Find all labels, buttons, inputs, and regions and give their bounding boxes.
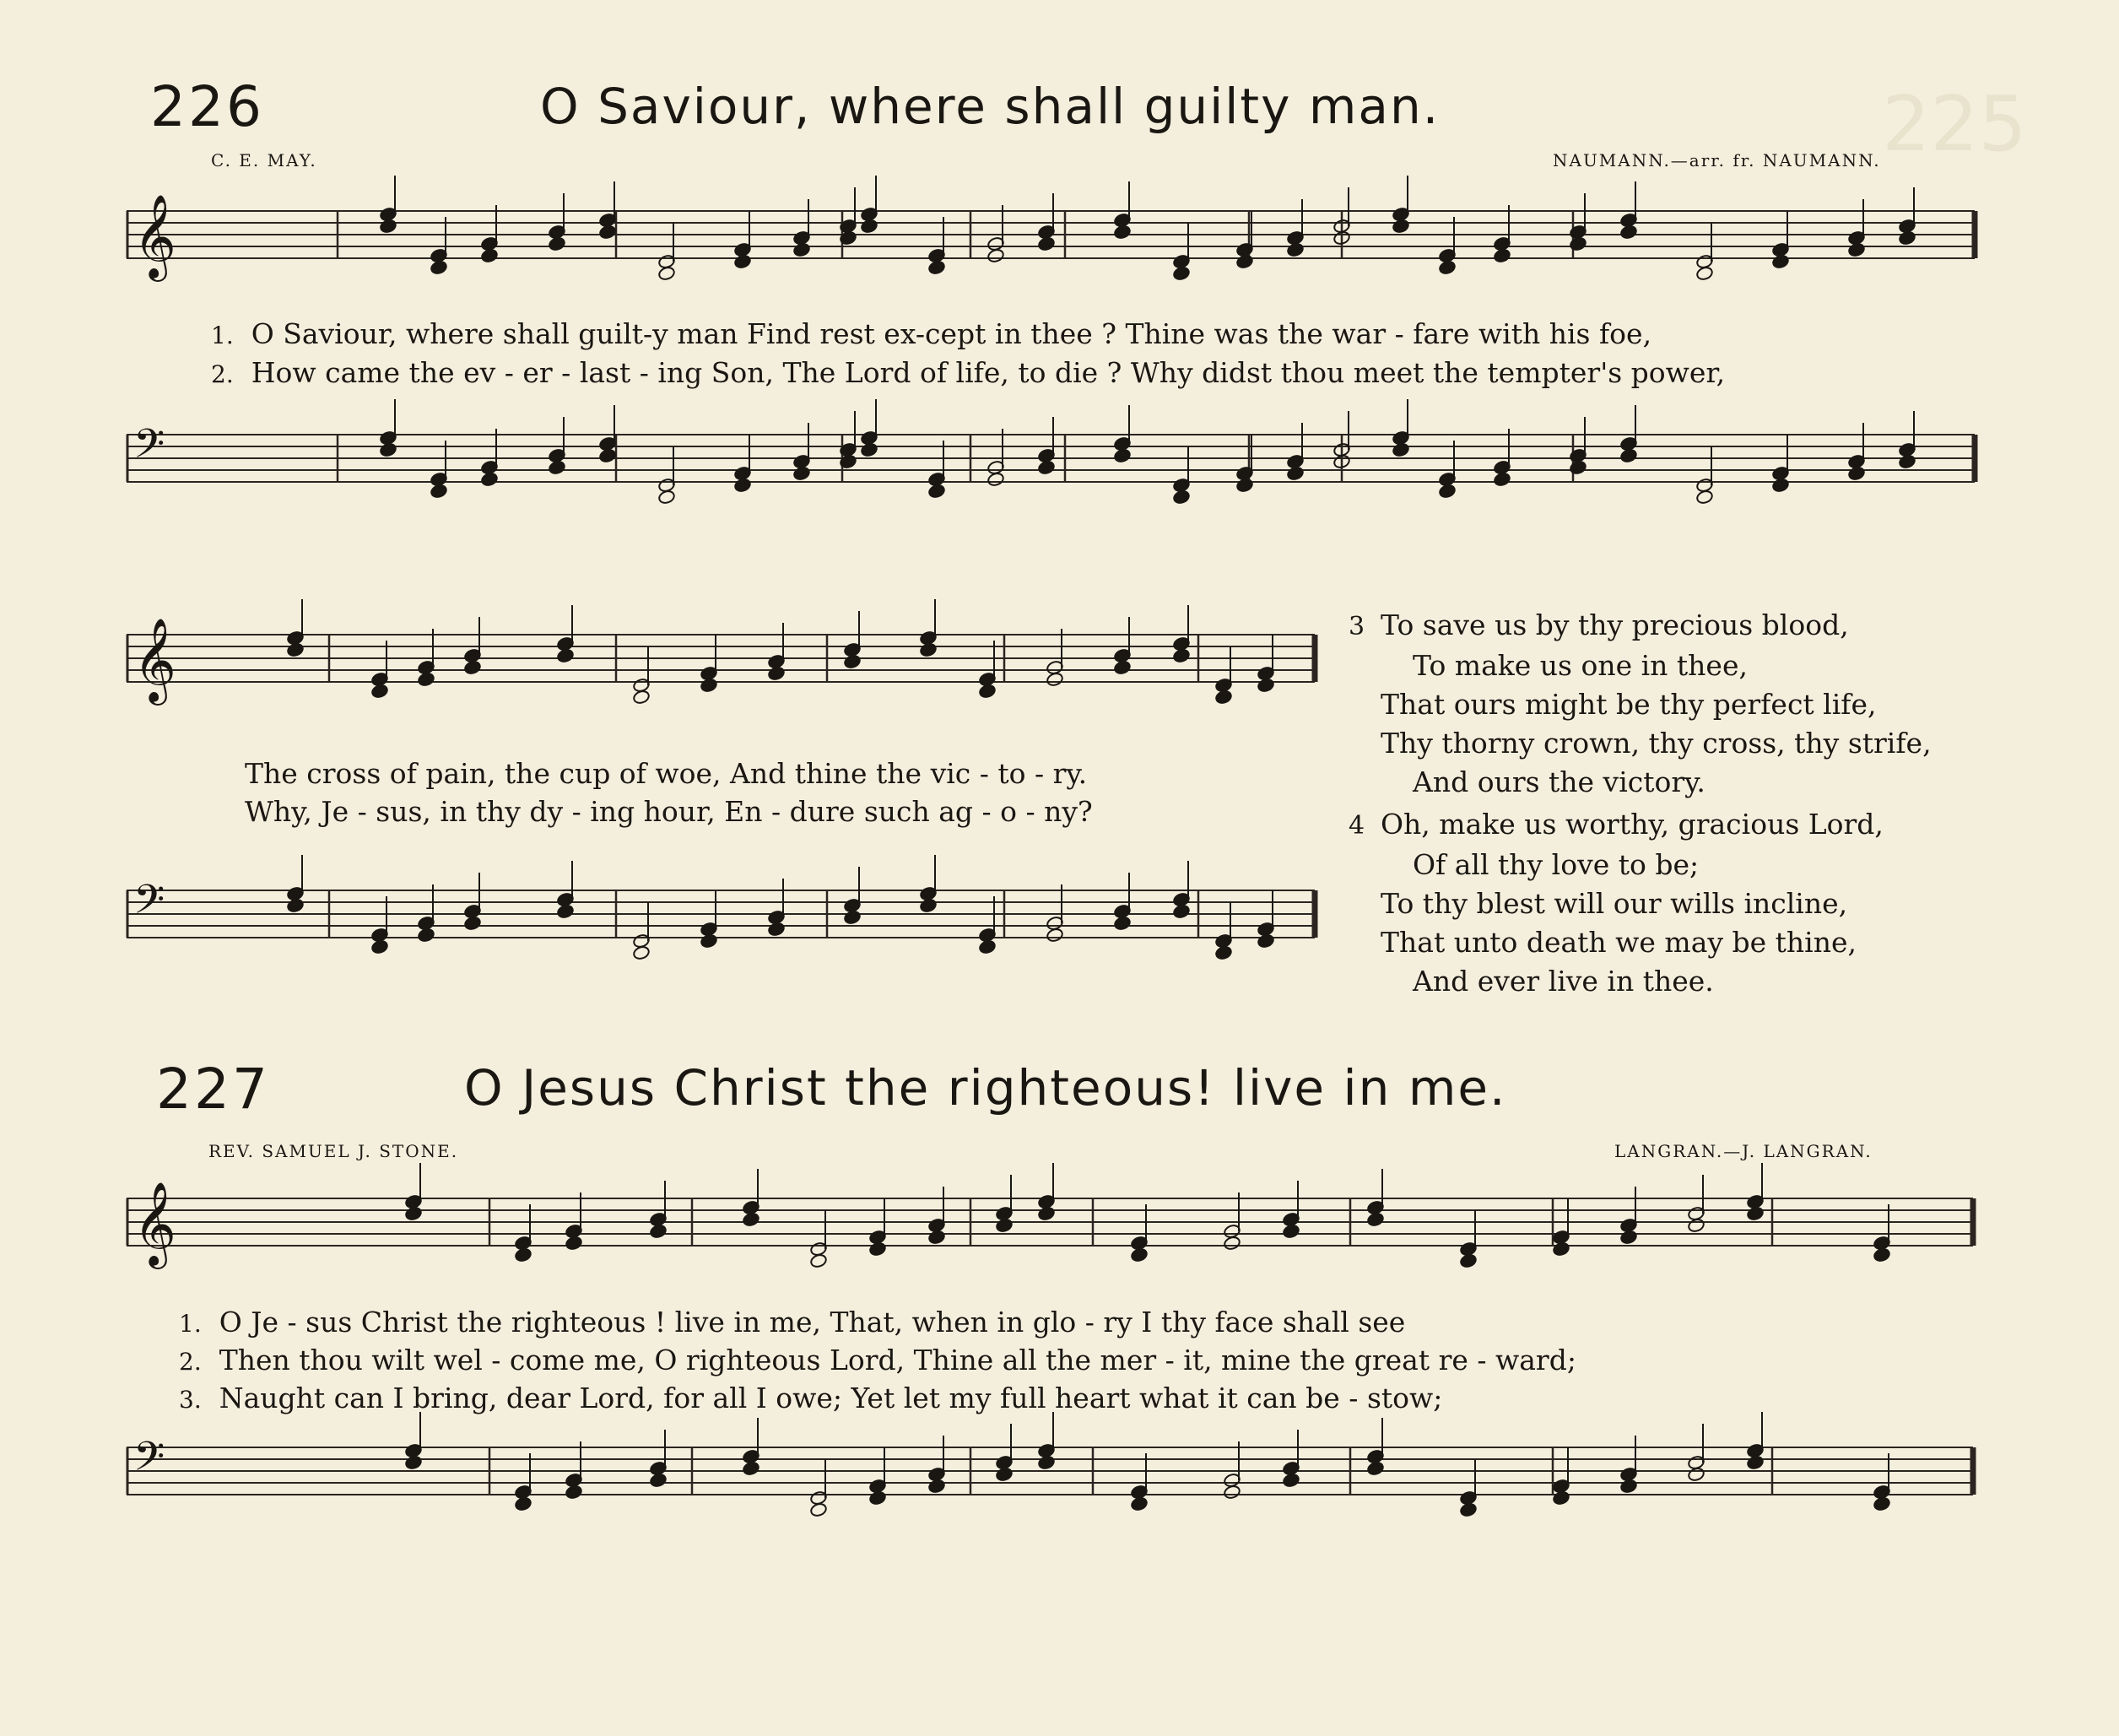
hymn-226-lyric-row2-verse-2: Why, Je - sus, in thy dy - ing hour, En - dure such ag - o - ny?: [245, 795, 1093, 828]
note-head: [632, 690, 650, 705]
note-head: [868, 1490, 886, 1506]
verse-line: [1349, 884, 1884, 923]
lyric-text: Then thou wilt wel - come me, O righteous Lord, Thine all the mer - it, mine the great re - ward;: [219, 1344, 1576, 1376]
note-head: [1172, 904, 1190, 919]
note-head: [1257, 678, 1274, 693]
note-head: [1619, 224, 1637, 240]
hymn-226-tune: NAUMANN.—arr. fr. NAUMANN.: [1553, 150, 1881, 170]
bass-clef-icon: 𝄢: [133, 419, 165, 478]
hymn-226-lyric-verse-1: [211, 317, 1651, 350]
note-head: [1438, 260, 1456, 275]
note-head: [927, 1479, 945, 1494]
note-head: [598, 448, 616, 463]
note-head: [649, 1473, 667, 1488]
note-head: [417, 927, 435, 943]
note-head: [556, 904, 574, 919]
note-head: [927, 484, 945, 499]
note-head: [1493, 472, 1511, 487]
hymn-226-treble-staff-2: [127, 617, 1325, 719]
note-head: [480, 472, 498, 487]
note-head: [1113, 916, 1131, 931]
verse-line-text: To make us one in thee,: [1413, 649, 1748, 682]
verse-line: [1349, 923, 1884, 962]
note-head: [514, 1496, 532, 1512]
note-head: [514, 1247, 532, 1263]
note-head: [404, 1455, 422, 1470]
note-head: [1046, 672, 1063, 687]
bass-clef-icon: 𝄢: [133, 1432, 165, 1490]
note-head: [1366, 1461, 1384, 1476]
hymn-226-bass-staff-1: [127, 419, 1983, 519]
note-head: [1172, 489, 1190, 505]
note-head: [548, 460, 565, 475]
verse-line-text: And ever live in thee.: [1413, 965, 1714, 998]
note-head: [1459, 1253, 1477, 1268]
treble-clef-icon: 𝄞: [133, 1181, 176, 1266]
note-head: [1214, 690, 1232, 705]
hymn-227-number: 227: [156, 1057, 270, 1122]
note-head: [565, 1236, 582, 1251]
hymn-226-verse-3: [1349, 606, 1932, 802]
hymn-226-number: 226: [150, 74, 264, 139]
note-head: [868, 1241, 886, 1257]
note-head: [860, 219, 878, 234]
note-head: [1113, 448, 1131, 463]
note-head: [1552, 1241, 1570, 1257]
note-head: [1619, 1230, 1637, 1245]
note-head: [463, 660, 481, 675]
verse-line-text: That ours might be thy perfect life,: [1381, 688, 1877, 721]
note-head: [565, 1485, 582, 1500]
note-head: [556, 648, 574, 663]
note-head: [1619, 1479, 1637, 1494]
note-head: [809, 1253, 827, 1268]
note-head: [809, 1502, 827, 1517]
note-head: [1771, 254, 1789, 269]
note-head: [1569, 460, 1587, 475]
note-head: [430, 484, 447, 499]
hymn-227-author: REV. SAMUEL J. STONE.: [208, 1141, 459, 1161]
hymn-226-treble-staff-1: [127, 193, 1983, 295]
note-head: [1286, 242, 1304, 257]
note-head: [1282, 1224, 1300, 1239]
verse-number: 2.: [179, 1348, 202, 1376]
verse-number: 3: [1349, 612, 1365, 641]
note-head: [733, 478, 751, 493]
hymn-226-lyric-row2-verse-1: The cross of pain, the cup of woe, And thine the vic - to - ry.: [245, 757, 1088, 790]
note-head: [1746, 1206, 1764, 1221]
note-head: [1493, 248, 1511, 263]
note-head: [1037, 1206, 1055, 1221]
note-head: [430, 260, 447, 275]
note-head: [1746, 1455, 1764, 1470]
note-head: [1223, 1485, 1241, 1500]
note-head: [700, 678, 717, 693]
verse-line-text: Of all thy love to be;: [1413, 848, 1700, 881]
note-head: [792, 466, 810, 481]
note-head: [919, 642, 937, 657]
hymn-227-treble-staff: [127, 1181, 1983, 1283]
note-head: [1569, 236, 1587, 251]
note-head: [1695, 266, 1713, 281]
note-head: [742, 1461, 759, 1476]
note-head: [1282, 1473, 1300, 1488]
note-head: [1223, 1236, 1241, 1251]
note-head: [1695, 489, 1713, 505]
note-head: [404, 1206, 422, 1221]
note-head: [286, 898, 304, 913]
note-head: [1235, 254, 1253, 269]
note-head: [978, 939, 996, 955]
note-head: [632, 945, 650, 960]
note-head: [995, 1467, 1013, 1482]
note-head: [649, 1224, 667, 1239]
verse-line: [1349, 685, 1932, 724]
bass-clef-icon: 𝄢: [133, 875, 165, 933]
note-head: [1130, 1247, 1148, 1263]
note-head: [1113, 224, 1131, 240]
note-head: [548, 236, 565, 251]
verse-line-text: Thy thorny crown, thy cross, thy strife,: [1381, 727, 1932, 760]
note-head: [927, 1230, 945, 1245]
hymn-226-lyric-verse-2: [211, 356, 1725, 389]
verse-line: [1349, 805, 1884, 846]
hymn-226-bass-staff-2: [127, 875, 1325, 975]
note-head: [1037, 460, 1055, 475]
note-head: [1771, 478, 1789, 493]
verse-line: [1349, 962, 1884, 1001]
treble-clef-icon: 𝄞: [133, 193, 176, 279]
hymn-227-lyric-verse-3: [179, 1382, 1442, 1414]
note-head: [1286, 466, 1304, 481]
lyric-text: O Saviour, where shall guilt-y man Find rest ex-cept in thee ? Thine was the war - fare with his foe,: [251, 317, 1652, 350]
note-head: [742, 1212, 759, 1227]
note-head: [1847, 466, 1865, 481]
note-head: [1366, 1212, 1384, 1227]
lyric-text: O Je - sus Christ the righteous ! live in me, That, when in glo - ry I thy face shall see: [219, 1306, 1406, 1339]
note-head: [1438, 484, 1456, 499]
note-head: [463, 916, 481, 931]
note-head: [370, 939, 388, 955]
note-head: [1459, 1502, 1477, 1517]
note-head: [1037, 1455, 1055, 1470]
verse-line-text: To save us by thy precious blood,: [1381, 608, 1849, 641]
hymn-227-title: O Jesus Christ the righteous! live in me.: [464, 1059, 1507, 1117]
verse-line-text: Oh, make us worthy, gracious Lord,: [1381, 808, 1884, 841]
note-head: [978, 684, 996, 699]
note-head: [987, 472, 1004, 487]
hymn-227-bass-staff: [127, 1432, 1983, 1532]
hymn-226-author: C. E. MAY.: [211, 150, 317, 170]
note-head: [733, 254, 751, 269]
note-head: [417, 672, 435, 687]
note-head: [1687, 1218, 1705, 1233]
verse-number: 3.: [179, 1386, 202, 1414]
verse-line: [1349, 724, 1932, 763]
note-head: [657, 489, 675, 505]
verse-line: [1349, 846, 1884, 884]
note-head: [860, 442, 878, 457]
verse-number: 4: [1349, 811, 1365, 841]
note-head: [1046, 927, 1063, 943]
verse-number: 1.: [211, 322, 234, 349]
verse-line: [1349, 763, 1932, 802]
note-head: [1392, 219, 1409, 234]
hymn-227-lyric-verse-1: [179, 1306, 1405, 1339]
verse-line: [1349, 646, 1932, 685]
note-head: [1037, 236, 1055, 251]
note-head: [843, 654, 861, 669]
note-head: [370, 684, 388, 699]
note-head: [286, 642, 304, 657]
note-head: [1257, 933, 1274, 949]
note-head: [1898, 230, 1916, 246]
note-head: [1873, 1496, 1890, 1512]
note-head: [598, 224, 616, 240]
hymn-227-lyric-verse-2: [179, 1344, 1576, 1376]
hymn-227-tune: LANGRAN.—J. LANGRAN.: [1614, 1141, 1873, 1161]
note-head: [379, 219, 397, 234]
note-head: [1898, 454, 1916, 469]
verse-line: [1349, 606, 1932, 646]
note-head: [1113, 660, 1131, 675]
note-head: [919, 898, 937, 913]
note-head: [927, 260, 945, 275]
note-head: [1619, 448, 1637, 463]
note-head: [792, 242, 810, 257]
note-head: [1130, 1496, 1148, 1512]
hymn-226-title: O Saviour, where shall guilty man.: [540, 78, 1441, 135]
verse-number: 2.: [211, 360, 234, 388]
note-head: [987, 248, 1004, 263]
note-head: [767, 666, 785, 681]
treble-clef-icon: 𝄞: [133, 617, 176, 702]
verse-line-text: To thy blest will our wills incline,: [1381, 887, 1848, 920]
note-head: [1172, 266, 1190, 281]
note-head: [1847, 242, 1865, 257]
note-head: [657, 266, 675, 281]
verse-line-text: And ours the victory.: [1413, 765, 1705, 798]
verse-number: 1.: [179, 1310, 202, 1338]
note-head: [1172, 648, 1190, 663]
note-head: [995, 1218, 1013, 1233]
note-head: [843, 910, 861, 925]
show-through-page-number: 225: [1882, 80, 2027, 169]
note-head: [1235, 478, 1253, 493]
note-head: [1873, 1247, 1890, 1263]
note-head: [1687, 1467, 1705, 1482]
verse-line-text: That unto death we may be thine,: [1381, 926, 1857, 959]
note-head: [1392, 442, 1409, 457]
lyric-text: Naught can I bring, dear Lord, for all I owe; Yet let my full heart what it can be - stow;: [219, 1382, 1443, 1414]
note-head: [700, 933, 717, 949]
note-head: [1214, 945, 1232, 960]
note-head: [480, 248, 498, 263]
lyric-text: How came the ev - er - last - ing Son, The Lord of life, to die ? Why didst thou meet the tempter's power,: [251, 356, 1726, 389]
hymn-226-verse-4: [1349, 805, 1884, 1001]
note-head: [1552, 1490, 1570, 1506]
note-head: [767, 922, 785, 937]
note-head: [379, 442, 397, 457]
